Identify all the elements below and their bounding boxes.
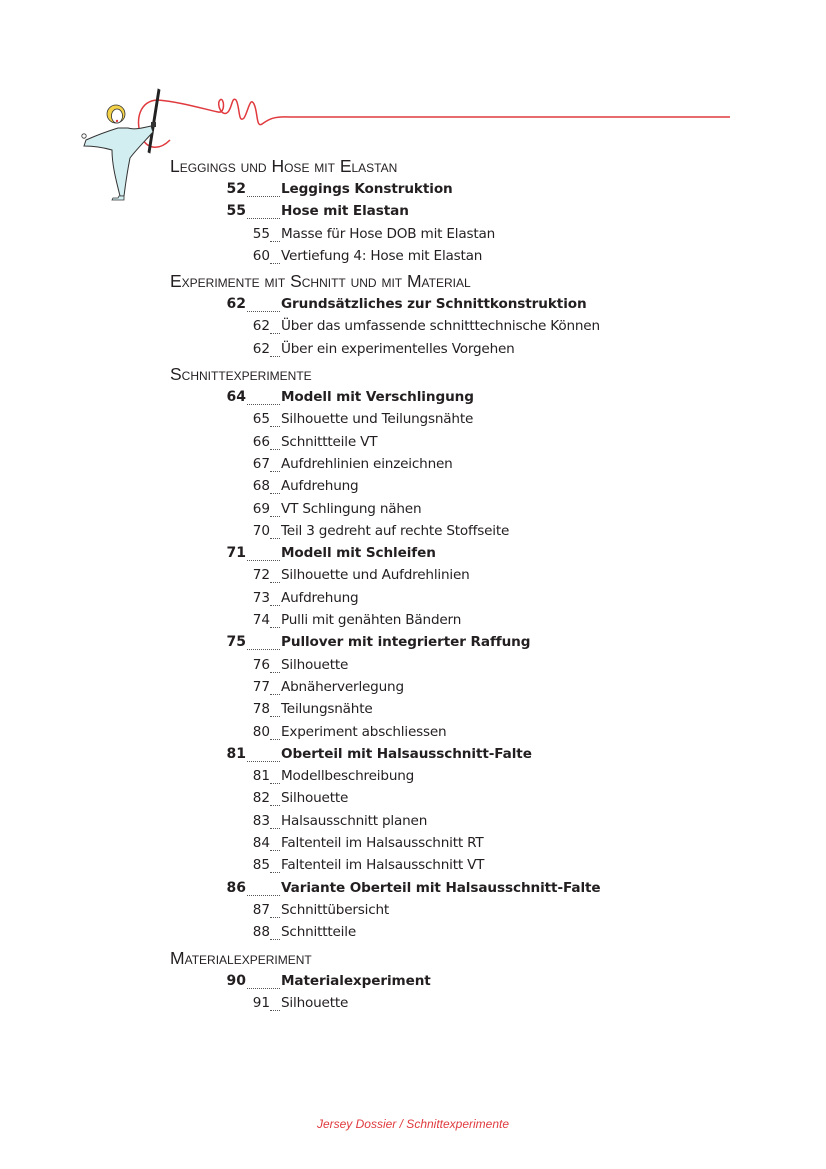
toc-chapter-entry[interactable]: [170, 293, 770, 315]
entry-title: Hose mit Elastan: [281, 203, 409, 220]
page-number: 87: [252, 901, 270, 918]
toc-chapter-entry[interactable]: [170, 386, 770, 408]
toc-chapter-entry[interactable]: [170, 970, 770, 992]
page-number: 62: [226, 296, 246, 313]
dot-leader: [270, 467, 280, 472]
entry-title: Faltenteil im Halsausschnitt RT: [281, 835, 484, 852]
entry-title: Teil 3 gedreht auf rechte Stoffseite: [281, 522, 510, 539]
entry-title: Aufdrehlinien einzeichnen: [281, 455, 453, 472]
page-number: 60: [252, 247, 270, 264]
entry-title: Pulli mit genähten Bändern: [281, 612, 462, 629]
entry-title: Schnittteile: [281, 924, 356, 941]
entry-title: Experiment abschliessen: [281, 723, 447, 740]
dot-leader: [247, 400, 280, 405]
entry-title: Silhouette: [281, 790, 349, 807]
section-heading: Materialexperiment: [170, 947, 312, 968]
dot-leader: [247, 757, 280, 762]
entry-title: Vertiefung 4: Hose mit Elastan: [281, 247, 483, 264]
toc-subentry[interactable]: [170, 520, 770, 542]
entry-title: Schnittteile VT: [281, 433, 378, 450]
toc-subentry[interactable]: [170, 721, 770, 743]
dot-leader: [270, 329, 280, 334]
section-heading: Schnittexperimente: [170, 364, 312, 385]
dot-leader: [270, 422, 280, 427]
page-number: 70: [252, 522, 270, 539]
page-number: 82: [252, 790, 270, 807]
toc-subentry[interactable]: [170, 765, 770, 787]
page-number: 64: [226, 389, 246, 406]
toc-subentry[interactable]: [170, 921, 770, 943]
entry-title: Faltenteil im Halsausschnitt VT: [281, 857, 485, 874]
page-number: 71: [226, 545, 246, 562]
dot-leader: [247, 556, 280, 561]
toc-subentry[interactable]: [170, 698, 770, 720]
dot-leader: [270, 578, 280, 583]
page-number: 76: [252, 656, 270, 673]
figure-hand-right: [151, 122, 156, 127]
page-number: 52: [226, 181, 246, 197]
page-number: 55: [226, 203, 246, 220]
dot-leader: [270, 512, 280, 517]
entry-title: VT Schlingung nähen: [281, 500, 422, 517]
toc-chapter-entry[interactable]: [170, 877, 770, 899]
figure-hand-left: [82, 134, 86, 138]
thread-line: [158, 99, 730, 124]
toc-chapter-entry[interactable]: [170, 200, 770, 222]
dot-leader: [270, 779, 280, 784]
figure-leg: [112, 196, 124, 200]
page-number: 62: [252, 318, 270, 335]
section-heading: Leggings und Hose mit Elastan: [170, 156, 398, 176]
page-number: 80: [252, 723, 270, 740]
entry-title: Pullover mit integrierter Raffung: [281, 634, 531, 651]
toc-subentry[interactable]: [170, 245, 770, 267]
dot-leader: [270, 259, 280, 264]
page-number: 83: [252, 812, 270, 829]
page-number: 74: [252, 612, 270, 629]
entry-title: Abnäherverlegung: [281, 678, 404, 695]
page-number: 72: [252, 567, 270, 584]
page-number: 55: [252, 225, 270, 242]
figure-body: [84, 126, 153, 196]
toc-subentry[interactable]: [170, 408, 770, 430]
toc-subentry[interactable]: [170, 609, 770, 631]
dot-leader: [270, 237, 280, 242]
toc-subentry[interactable]: [170, 787, 770, 809]
dot-leader: [270, 801, 280, 806]
dot-leader: [270, 712, 280, 717]
page-number: 62: [252, 340, 270, 357]
toc-subentry[interactable]: [170, 676, 770, 698]
toc-subentry[interactable]: [170, 587, 770, 609]
entry-title: Aufdrehung: [281, 589, 359, 606]
section-heading: Experimente mit Schnitt und mit Material: [170, 271, 471, 292]
entry-title: Leggings Konstruktion: [281, 181, 453, 197]
page-number: 69: [252, 500, 270, 517]
dot-leader: [270, 735, 280, 740]
toc-subentry[interactable]: [170, 832, 770, 854]
table-of-contents: [170, 152, 770, 1014]
dot-leader: [247, 307, 280, 312]
dot-leader: [270, 935, 280, 940]
toc-subentry[interactable]: [170, 992, 770, 1014]
toc-subentry[interactable]: [170, 223, 770, 245]
dot-leader: [270, 445, 280, 450]
page-number: 90: [226, 972, 246, 989]
dot-leader: [270, 489, 280, 494]
toc-subentry[interactable]: [170, 475, 770, 497]
entry-title: Materialexperiment: [281, 972, 431, 989]
dot-leader: [247, 645, 280, 650]
page-number: 77: [252, 678, 270, 695]
page-number: 81: [226, 745, 246, 762]
entry-title: Silhouette: [281, 994, 349, 1011]
dot-leader: [247, 192, 280, 197]
entry-title: Grundsätzliches zur Schnittkonstruktion: [281, 296, 587, 313]
toc-subentry[interactable]: [170, 431, 770, 453]
entry-title: Modell mit Verschlingung: [281, 389, 474, 406]
page-number: 65: [252, 411, 270, 428]
entry-title: Silhouette: [281, 656, 349, 673]
entry-title: Halsausschnitt planen: [281, 812, 428, 829]
page-number: 67: [252, 455, 270, 472]
toc-subentry[interactable]: [170, 854, 770, 876]
dot-leader: [270, 623, 280, 628]
toc-subentry[interactable]: [170, 564, 770, 586]
dot-leader: [270, 824, 280, 829]
dot-leader: [270, 534, 280, 539]
toc-subentry[interactable]: [170, 498, 770, 520]
page-number: 84: [252, 835, 270, 852]
toc-subentry[interactable]: [170, 654, 770, 676]
page-number: 78: [252, 701, 270, 718]
entry-title: Masse für Hose DOB mit Elastan: [281, 225, 496, 242]
dot-leader: [270, 690, 280, 695]
entry-title: Modell mit Schleifen: [281, 545, 436, 562]
dot-leader: [270, 668, 280, 673]
dot-leader: [270, 601, 280, 606]
entry-title: Modellbeschreibung: [281, 768, 415, 785]
toc-subentry[interactable]: [170, 899, 770, 921]
toc-chapter-entry[interactable]: [170, 743, 770, 765]
page-number: 68: [252, 478, 270, 495]
toc-subentry[interactable]: [170, 810, 770, 832]
entry-title: Silhouette und Aufdrehlinien: [281, 567, 470, 584]
entry-title: Silhouette und Teilungsnähte: [281, 411, 474, 428]
entry-title: Variante Oberteil mit Halsausschnitt-Falte: [281, 879, 601, 896]
needle-icon: [148, 89, 160, 153]
entry-title: Über ein experimentelles Vorgehen: [281, 340, 515, 357]
page-number: 66: [252, 433, 270, 450]
dot-leader: [270, 352, 280, 357]
entry-title: Oberteil mit Halsausschnitt-Falte: [281, 745, 532, 762]
figure-mouth: [116, 120, 118, 122]
dot-leader: [270, 913, 280, 918]
toc-chapter-entry[interactable]: [170, 631, 770, 653]
dot-leader: [247, 214, 280, 219]
dot-leader: [270, 846, 280, 851]
toc-subentry[interactable]: [170, 315, 770, 337]
entry-title: Schnittübersicht: [281, 901, 390, 918]
toc-subentry[interactable]: [170, 453, 770, 475]
page-number: 91: [252, 994, 270, 1011]
toc-chapter-entry[interactable]: [170, 178, 770, 200]
entry-title: Teilungsnähte: [281, 701, 373, 718]
page-number: 88: [252, 924, 270, 941]
entry-title: Aufdrehung: [281, 478, 359, 495]
dot-leader: [247, 891, 280, 896]
page-number: 85: [252, 857, 270, 874]
page-footer: Jersey Dossier / Schnittexperimente: [316, 1117, 510, 1131]
entry-title: Über das umfassende schnitttechnische Können: [281, 318, 600, 335]
page-number: 86: [226, 879, 246, 896]
page-number: 81: [252, 768, 270, 785]
page-number: 73: [252, 589, 270, 606]
dot-leader: [270, 1006, 280, 1011]
page-number: 75: [226, 634, 246, 651]
dot-leader: [247, 984, 280, 989]
toc-chapter-entry[interactable]: [170, 542, 770, 564]
toc-subentry[interactable]: [170, 338, 770, 360]
dot-leader: [270, 868, 280, 873]
